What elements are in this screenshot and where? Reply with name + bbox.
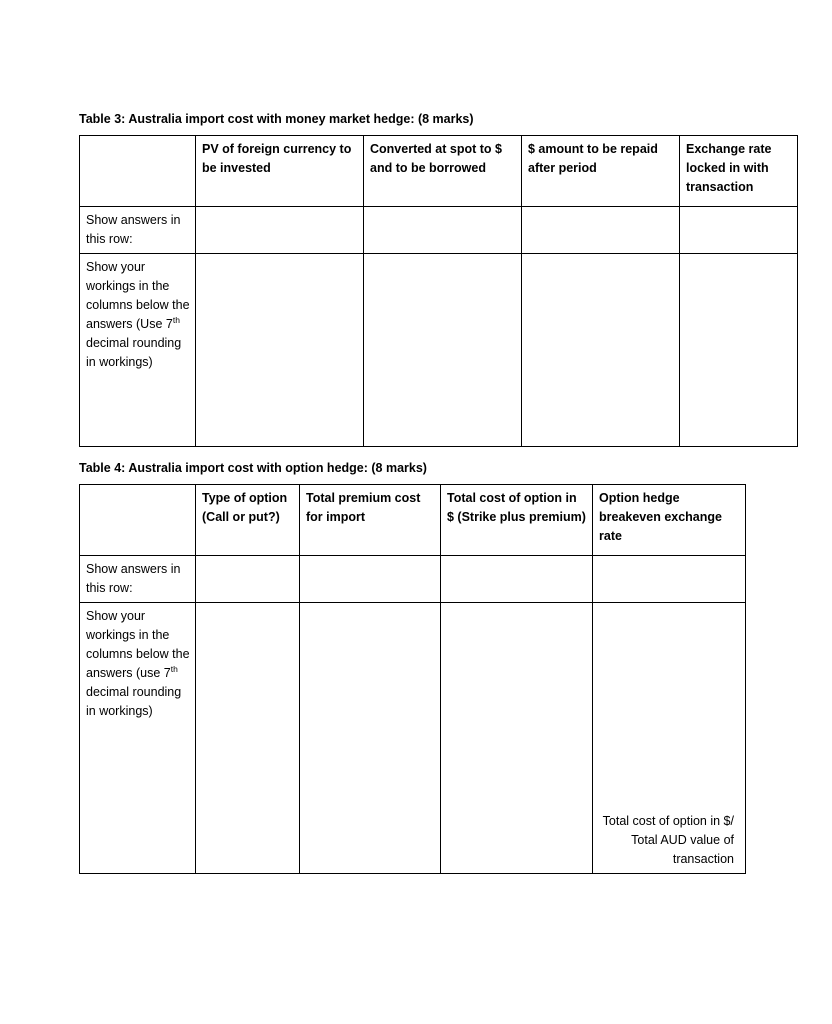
table-row [80, 555, 746, 602]
table4 [79, 484, 746, 874]
table4-breakeven-note: Total cost of option in $/ Total AUD value of transaction [602, 813, 734, 866]
table3-caption: Table 3: Australia import cost with money market hedge: (8 marks) [79, 112, 474, 126]
table3-workings-cell-1[interactable] [196, 253, 364, 446]
table-row [80, 135, 798, 206]
table3-workings-cell-4[interactable] [680, 253, 798, 446]
table4-workings-cell-2[interactable] [300, 602, 441, 873]
table3-row-label-workings [80, 253, 196, 446]
table4-answer-cell-4[interactable] [593, 555, 746, 602]
table4-answer-cell-1[interactable] [196, 555, 300, 602]
table3-workings-cell-3[interactable] [522, 253, 680, 446]
table3-answer-cell-2[interactable] [364, 206, 522, 253]
table3-answer-cell-3[interactable] [522, 206, 680, 253]
table4-header-0 [80, 484, 196, 555]
table4-answer-cell-3[interactable] [441, 555, 593, 602]
table-row [80, 253, 798, 446]
table4-caption: Table 4: Australia import cost with option hedge: (8 marks) [79, 461, 427, 475]
table4-workings-cell-3[interactable] [441, 602, 593, 873]
table3 [79, 135, 798, 447]
table-row [80, 206, 798, 253]
table4-row-label-answers: Show answers in this row: [80, 555, 196, 602]
table-row [80, 602, 746, 873]
table-row [80, 484, 746, 555]
table3-header-3: $ amount to be repaid after period [522, 135, 680, 206]
table3-answer-cell-4[interactable] [680, 206, 798, 253]
table4-row-label-workings [80, 602, 196, 873]
table3-header-2: Converted at spot to $ and to be borrowed [364, 135, 522, 206]
table4-answer-cell-2[interactable] [300, 555, 441, 602]
table3-workings-text-a: Show your workings in the columns below the answers (Use 7 [86, 259, 190, 331]
table3-answer-cell-1[interactable] [196, 206, 364, 253]
table4-header-3: Total cost of option in $ (Strike plus premium) [441, 484, 593, 555]
table4-workings-cell-4[interactable] [593, 602, 746, 873]
table3-header-0 [80, 135, 196, 206]
table3-header-1: PV of foreign currency to be invested [196, 135, 364, 206]
table3-header-4: Exchange rate locked in with transaction [680, 135, 798, 206]
table4-workings-text-a: Show your workings in the columns below the answers (use 7 [86, 608, 190, 680]
table3-workings-text-b: decimal rounding in workings) [86, 335, 182, 369]
table4-workings-cell-1[interactable] [196, 602, 300, 873]
table3-row-label-answers: Show answers in this row: [80, 206, 196, 253]
table4-section [79, 461, 799, 874]
table4-header-2: Total premium cost for import [300, 484, 441, 555]
table4-header-4: Option hedge breakeven exchange rate [593, 484, 746, 555]
table4-workings-text-b: decimal rounding in workings) [86, 684, 182, 718]
table3-workings-ordinal: th [172, 314, 180, 325]
table4-breakeven-note-wrapper [599, 607, 740, 869]
table3-workings-cell-2[interactable] [364, 253, 522, 446]
table4-workings-ordinal: th [170, 663, 178, 674]
table3-section [79, 112, 799, 447]
table4-header-1: Type of option (Call or put?) [196, 484, 300, 555]
